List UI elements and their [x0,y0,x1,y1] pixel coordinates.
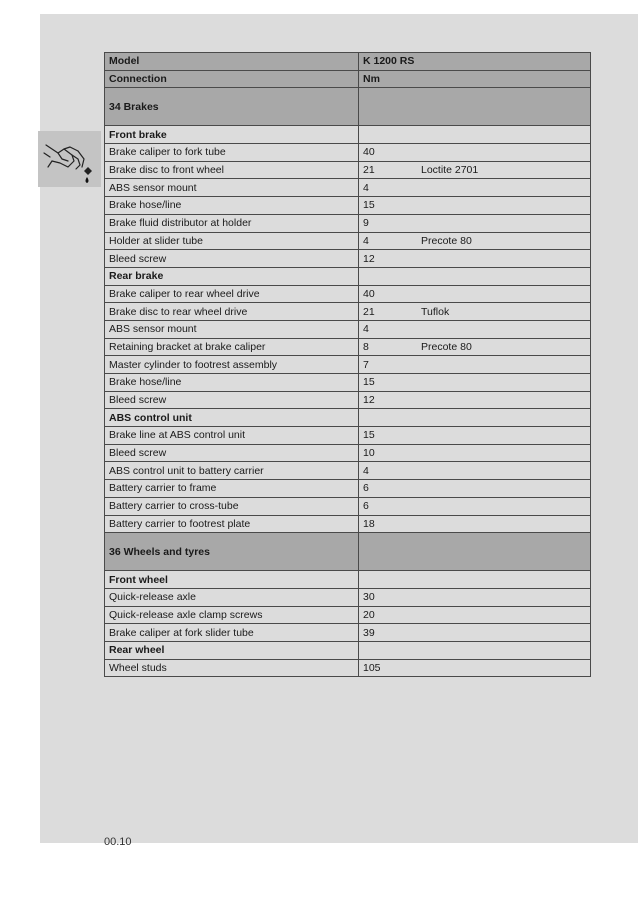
connection-unit: Nm [359,70,591,88]
threadlocker-note: Precote 80 [421,340,472,353]
torque-value: 4 [363,181,369,194]
group-blank-cell [359,409,591,427]
torque-spec-table [104,52,591,677]
table-row [105,606,591,624]
header-row-connection [105,70,591,88]
connection-name: Brake caliper to fork tube [105,144,359,162]
table-row [105,480,591,498]
torque-cell [359,515,591,533]
group-title: Rear wheel [105,641,359,659]
table-row [105,144,591,162]
header-row-model [105,53,591,71]
table-row [105,462,591,480]
torque-value: 6 [363,482,369,495]
threadlocker-note: Tuflok [421,305,450,318]
connection-name: ABS sensor mount [105,320,359,338]
torque-cell [359,285,591,303]
group-row [105,267,591,285]
torque-cell [359,179,591,197]
torque-value: 105 [363,661,381,674]
table-row [105,214,591,232]
torque-cell [359,659,591,677]
connection-name: Battery carrier to frame [105,480,359,498]
model-value: K 1200 RS [359,53,591,71]
torque-cell [359,374,591,392]
torque-value: 8 [363,340,369,353]
torque-value: 15 [363,429,375,442]
threadlocker-note: Loctite 2701 [421,164,479,177]
torque-cell [359,588,591,606]
torque-value: 9 [363,217,369,230]
table-row [105,338,591,356]
connection-name: Retaining bracket at brake caliper [105,338,359,356]
torque-cell [359,232,591,250]
group-row [105,126,591,144]
group-title: Rear brake [105,267,359,285]
table-row [105,391,591,409]
torque-cell [359,427,591,445]
threadlocker-note: Precote 80 [421,234,472,247]
table-row [105,303,591,321]
torque-cell [359,480,591,498]
torque-value: 30 [363,591,375,604]
torque-cell [359,214,591,232]
table-row [105,515,591,533]
torque-value: 40 [363,146,375,159]
connection-name: Bleed screw [105,250,359,268]
table-row [105,624,591,642]
torque-cell [359,161,591,179]
table-row [105,659,591,677]
connection-name: Quick-release axle clamp screws [105,606,359,624]
group-blank-cell [359,126,591,144]
table-row [105,250,591,268]
group-blank-cell [359,641,591,659]
torque-value: 15 [363,199,375,212]
connection-name: Brake disc to rear wheel drive [105,303,359,321]
torque-value: 4 [363,234,369,247]
connection-name: Master cylinder to footrest assembly [105,356,359,374]
model-label: Model [105,53,359,71]
torque-value: 40 [363,287,375,300]
torque-cell [359,303,591,321]
group-blank-cell [359,267,591,285]
torque-cell [359,497,591,515]
table-row [105,179,591,197]
torque-cell [359,197,591,215]
table-row [105,444,591,462]
torque-value: 20 [363,608,375,621]
torque-value: 10 [363,447,375,460]
torque-value: 4 [363,464,369,477]
connection-name: Brake line at ABS control unit [105,427,359,445]
group-title: ABS control unit [105,409,359,427]
connection-name: ABS control unit to battery carrier [105,462,359,480]
torque-cell [359,338,591,356]
section-row [105,533,591,571]
torque-value: 21 [363,164,375,177]
table-row [105,497,591,515]
section-blank-cell [359,533,591,571]
connection-name: Brake disc to front wheel [105,161,359,179]
torque-cell [359,606,591,624]
torque-value: 18 [363,517,375,530]
connection-name: Brake caliper at fork slider tube [105,624,359,642]
torque-value: 7 [363,358,369,371]
connection-name: Bleed screw [105,444,359,462]
torque-cell [359,391,591,409]
torque-value: 15 [363,376,375,389]
connection-name: Battery carrier to cross-tube [105,497,359,515]
connection-name: Wheel studs [105,659,359,677]
connection-label: Connection [105,70,359,88]
table-row [105,320,591,338]
group-row [105,409,591,427]
connection-name: Brake fluid distributor at holder [105,214,359,232]
torque-cell [359,250,591,268]
connection-name: Brake hose/line [105,374,359,392]
group-row [105,571,591,589]
torque-cell [359,624,591,642]
connection-name: Brake hose/line [105,197,359,215]
torque-value: 4 [363,323,369,336]
table-row [105,356,591,374]
torque-value: 12 [363,394,375,407]
connection-name: Quick-release axle [105,588,359,606]
connection-name: ABS sensor mount [105,179,359,197]
torque-cell [359,320,591,338]
torque-cell [359,444,591,462]
connection-name: Brake caliper to rear wheel drive [105,285,359,303]
torque-value: 6 [363,500,369,513]
torque-value: 12 [363,252,375,265]
torque-cell [359,144,591,162]
table-row [105,374,591,392]
torque-cell [359,356,591,374]
section-row [105,88,591,126]
hand-tightening-screw-icon [38,131,101,187]
torque-cell [359,462,591,480]
group-title: Front brake [105,126,359,144]
page-number: 00.10 [104,836,132,848]
group-row [105,641,591,659]
connection-name: Holder at slider tube [105,232,359,250]
table-row [105,285,591,303]
torque-value: 21 [363,305,375,318]
torque-value: 39 [363,626,375,639]
table-row [105,588,591,606]
section-title: 34 Brakes [105,88,359,126]
group-blank-cell [359,571,591,589]
table-row [105,197,591,215]
group-title: Front wheel [105,571,359,589]
section-blank-cell [359,88,591,126]
section-title: 36 Wheels and tyres [105,533,359,571]
connection-name: Bleed screw [105,391,359,409]
connection-name: Battery carrier to footrest plate [105,515,359,533]
table-row [105,232,591,250]
table-row [105,161,591,179]
table-row [105,427,591,445]
